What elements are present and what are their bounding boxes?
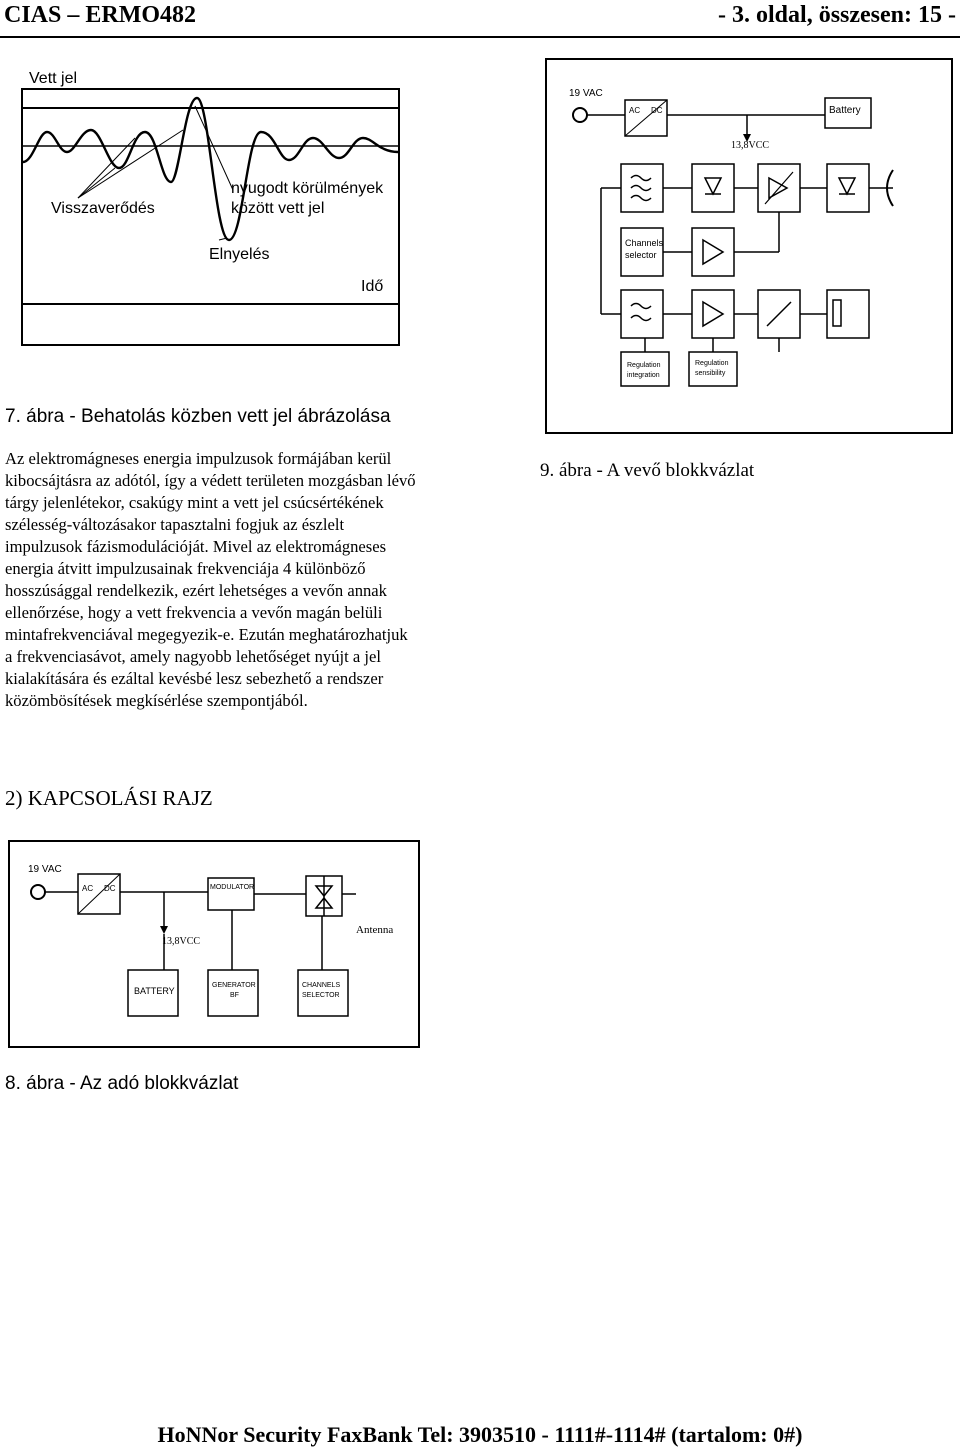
tx-vcc-label: 13,8VCC	[162, 936, 201, 947]
rx-dc-label: DC	[651, 106, 663, 115]
paragraph-line: a frekvenciasávot, amely nagyobb lehetőséget nyújt a jel	[5, 647, 381, 666]
paragraph-line: mintafrekvenciával megegyezik-e. Ezután meghatározhatjuk	[5, 625, 408, 644]
tx-generator-line2: BF	[230, 992, 239, 999]
figure7-caption: 7. ábra - Behatolás közben vett jel ábrázolása	[5, 406, 391, 427]
time-label: Idő	[361, 278, 384, 295]
reflection-label: Visszaverődés	[51, 200, 155, 217]
paragraph-line: közömbösítések megkísérlése szempontjából.	[5, 691, 308, 710]
tx-dc-label: DC	[104, 884, 116, 893]
page-header	[0, 0, 960, 38]
paragraph-line: kibocsájtásra az adótól, így a védett területen mozgásban lévő	[5, 471, 416, 490]
figure9-caption: 9. ábra - A vevő blokkvázlat	[540, 460, 755, 481]
rx-vac-label: 19 VAC	[569, 88, 603, 99]
rx-reg-int-line1: Regulation	[627, 362, 661, 369]
rx-reg-sens-line1: Regulation	[695, 360, 729, 367]
tx-vac-label: 19 VAC	[28, 864, 62, 875]
tx-ac-label: AC	[82, 884, 94, 893]
rx-channels-line2: selector	[625, 250, 657, 260]
calm-label-line2: között vett jel	[231, 200, 325, 217]
paragraph-line: kialakítására és ezáltal kevésbé lesz sebezhető a rendszer	[5, 669, 384, 688]
tx-antenna-label: Antenna	[356, 924, 394, 936]
paragraph-line: energia átvitt impulzusainak frekvenciája 4 különböző	[5, 559, 366, 578]
rx-vcc-label: 13,8VCC	[731, 140, 770, 151]
paragraph-line: hosszúsággal rendelkezik, ezért lehetséges a vevőn annak	[5, 581, 387, 600]
calm-label-line1: nyugodt körülmények	[231, 180, 384, 197]
figure-transmitter-diagram	[8, 840, 420, 1048]
tx-channels-line2: SELECTOR	[302, 992, 340, 999]
rx-channels-line1: Channels	[625, 238, 664, 248]
figure-receiver-diagram	[545, 58, 953, 434]
rx-reg-int-line2: integration	[627, 372, 660, 379]
tx-channels-line1: CHANNELS	[302, 982, 341, 989]
tx-generator-line1: GENERATOR	[212, 982, 256, 989]
figure8-caption: 8. ábra - Az adó blokkvázlat	[5, 1073, 239, 1094]
paragraph-line: ellenőrzése, hogy a vett frekvencia a vevőn magán belüli	[5, 603, 383, 622]
paragraph-line: Az elektromágneses energia impulzusok formájában kerül	[5, 449, 392, 468]
section-title: 2) KAPCSOLÁSI RAJZ	[5, 786, 213, 810]
paragraph-line: tárgy jelenlétekor, csakúgy mint a vett jel csúcsértékének	[5, 493, 384, 512]
absorption-label: Elnyelés	[209, 246, 270, 263]
body-paragraph	[5, 448, 473, 712]
figure-received-signal	[21, 70, 400, 346]
tx-battery-label: BATTERY	[134, 986, 175, 996]
transmitter-block-diagram	[10, 842, 418, 1046]
receiver-block-diagram	[547, 60, 951, 432]
tx-modulator-label: MODULATOR	[210, 884, 255, 891]
doc-code: CIAS – ERMO482	[4, 2, 197, 28]
rx-ac-label: AC	[629, 106, 641, 115]
paragraph-line: impulzusok fázismodulációját. Mivel az elektromágneses	[5, 537, 387, 556]
page-footer: HoNNor Security FaxBank Tel: 3903510 - 1111#-1114# (tartalom: 0#)	[157, 1422, 803, 1447]
rx-battery-label: Battery	[829, 105, 861, 116]
paragraph-line: szélesség-változásakor tapasztalni fogjuk az észlelt	[5, 515, 345, 534]
rx-reg-sens-line2: sensibility	[695, 370, 726, 377]
page-number: - 3. oldal, összesen: 15 -	[718, 2, 956, 28]
received-signal-label: Vett jel	[29, 70, 78, 87]
